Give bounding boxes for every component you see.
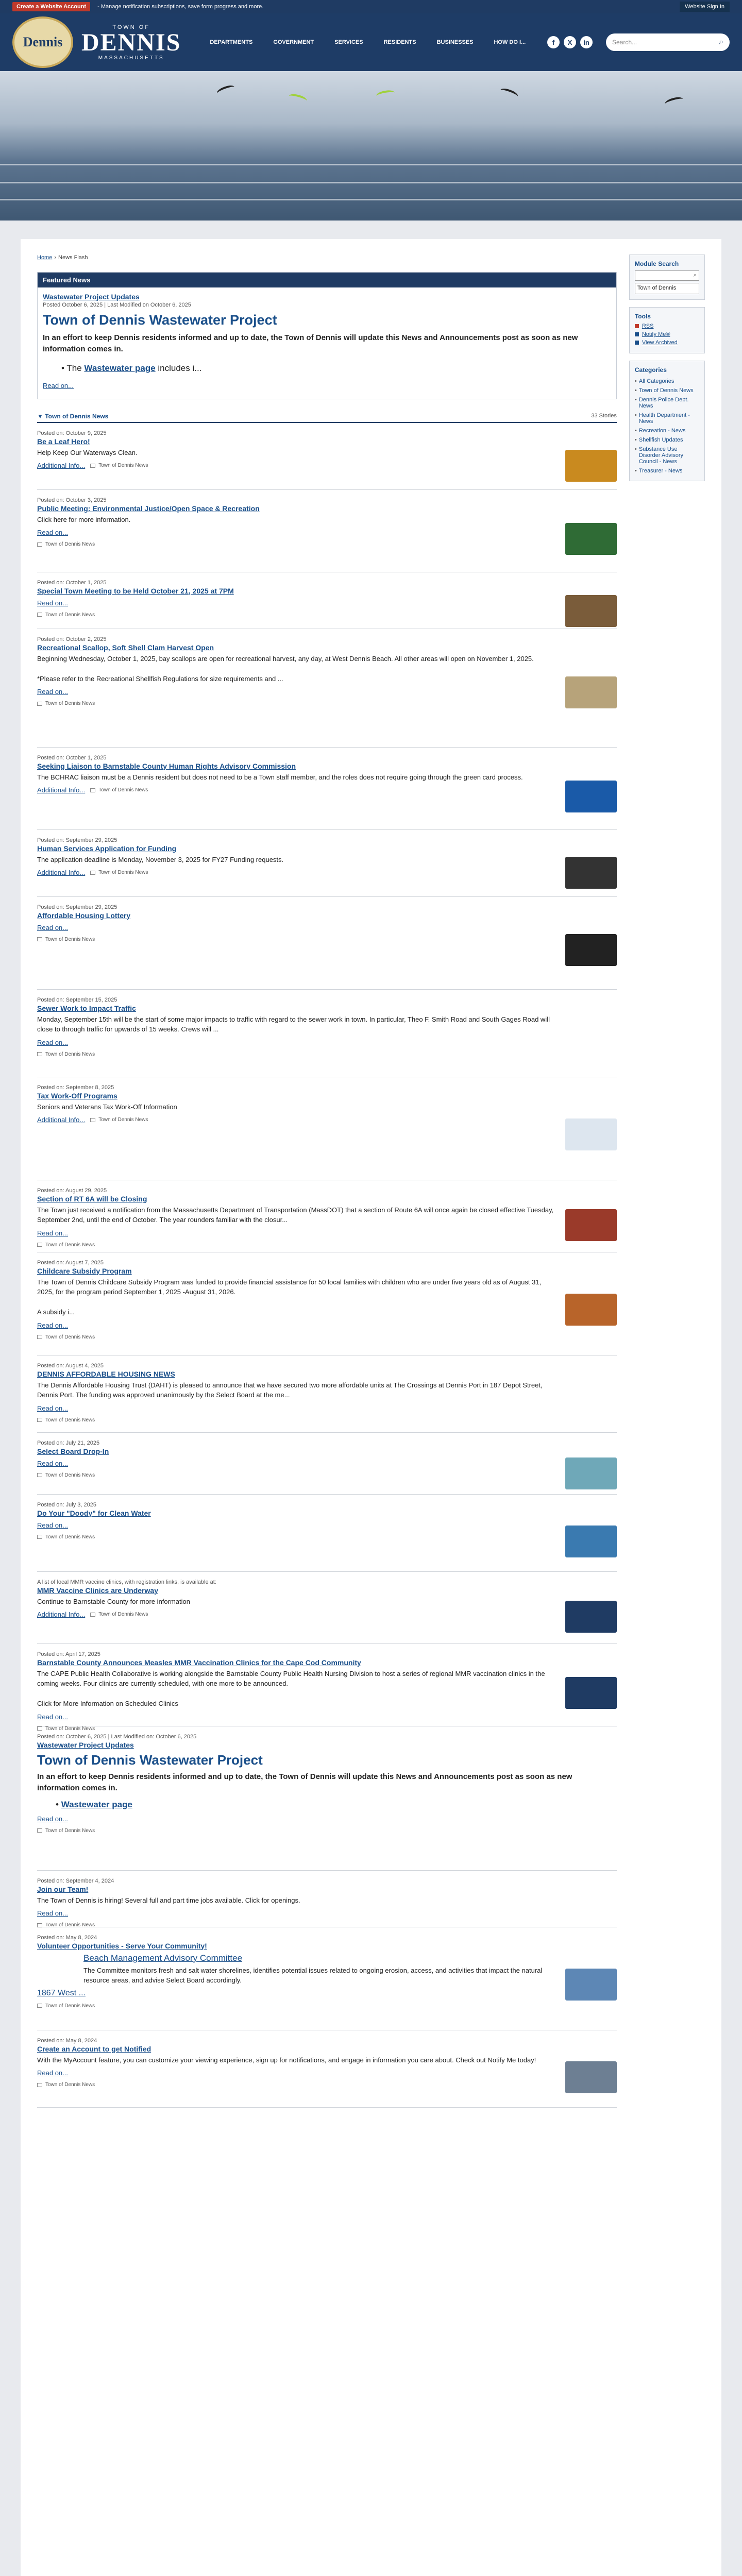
news-link-row	[37, 1611, 617, 1618]
category-icon	[37, 613, 42, 617]
category-icon	[37, 1052, 42, 1056]
news-list	[37, 423, 617, 2108]
read-on-link[interactable]: Read on...	[37, 1909, 68, 1917]
read-on-link[interactable]: Read on...	[37, 529, 68, 536]
tools-title: Tools	[634, 313, 651, 320]
news-link-row	[37, 869, 617, 876]
news-title[interactable]: Select Board Drop-In	[37, 1447, 109, 1455]
category-tag-text: Town of Dennis News	[98, 1612, 148, 1617]
category-tag-text: Town of Dennis News	[98, 463, 148, 468]
news-category-tag	[37, 1828, 617, 1834]
nav-residents[interactable]: RESIDENTS	[383, 39, 416, 45]
sign-in-button[interactable]: Website Sign In	[680, 2, 730, 12]
wordmark[interactable]	[81, 24, 181, 61]
featured-title[interactable]: Wastewater Project Updates	[43, 293, 140, 301]
hero-image	[0, 71, 742, 221]
news-title[interactable]: MMR Vaccine Clinics are Underway	[37, 1586, 158, 1595]
news-thumbnail[interactable]	[565, 1601, 617, 1633]
category-link[interactable]: • Town of Dennis News	[635, 386, 699, 395]
news-thumbnail[interactable]	[565, 523, 617, 555]
news-date: Posted on: October 1, 2025	[37, 579, 107, 586]
news-item	[37, 1433, 617, 1495]
category-icon	[37, 1535, 42, 1539]
news-link-row	[37, 1116, 617, 1124]
news-link-row	[37, 786, 617, 794]
main-nav	[210, 39, 526, 45]
news-body: The CAPE Public Health Collaborative is working alongside the Barnstable County Public Health Nursing Division to host a series of regional MMR vaccination clinics in the coming weeks. Four clinics are currently scheduled, with one more to be announced. Click for More Information on Scheduled Clinics	[37, 1669, 545, 1707]
news-item	[37, 2030, 617, 2108]
news-body: The BCHRAC liaison must be a Dennis resident but does not need to be a Town staff member, and the roles does not require going through the green card process.	[37, 773, 523, 781]
news-date: Posted on: August 29, 2025	[37, 1187, 107, 1194]
category-link[interactable]: • Treasurer - News	[635, 466, 699, 476]
news-category-tag	[37, 541, 617, 547]
news-category-tag	[37, 1417, 617, 1423]
kite-shape	[288, 93, 308, 105]
news-thumbnail[interactable]	[565, 857, 617, 889]
news-title[interactable]: Sewer Work to Impact Traffic	[37, 1004, 136, 1012]
site-search[interactable]	[606, 33, 730, 51]
news-thumbnail[interactable]	[565, 2061, 617, 2093]
nav-departments[interactable]: DEPARTMENTS	[210, 39, 253, 45]
search-icon[interactable]: ⌕	[693, 272, 697, 278]
news-category-tag	[37, 937, 617, 942]
news-content	[37, 255, 617, 2576]
search-input[interactable]: Search...	[612, 39, 637, 46]
news-category-tag	[37, 1334, 617, 1340]
facebook-icon[interactable]: f	[547, 36, 560, 48]
category-link[interactable]: • Recreation - News	[635, 426, 699, 435]
news-item	[37, 1572, 617, 1644]
featured-lead: In an effort to keep Dennis residents informed and up to date, the Town of Dennis will update this News and Announcements post as soon as new information comes in.	[43, 333, 578, 353]
news-item	[37, 1871, 617, 1927]
wastewater-page-link[interactable]: Wastewater page	[61, 1799, 132, 1809]
featured-header: Featured News	[38, 273, 616, 287]
tool-label: View Archived	[642, 340, 678, 346]
news-body: Continue to Barnstable County for more information	[37, 1597, 190, 1605]
story-count: 33 Stories	[591, 412, 617, 419]
tool-rss[interactable]	[635, 323, 699, 329]
news-item	[37, 1495, 617, 1572]
category-tag-text: Town of Dennis News	[45, 1472, 95, 1478]
category-name-text: Town of Dennis News	[45, 412, 109, 420]
category-list	[635, 377, 699, 476]
news-item	[37, 490, 617, 572]
category-icon	[37, 1923, 42, 1927]
sidebar	[629, 255, 705, 2576]
news-date: Posted on: October 3, 2025	[37, 497, 107, 503]
kite-shape	[664, 96, 684, 108]
news-category-tag	[37, 2082, 617, 2088]
news-title[interactable]: Tax Work-Off Programs	[37, 1091, 117, 1100]
category-tag-text: Town of Dennis News	[45, 2003, 95, 2009]
featured-meta: Posted October 6, 2025 | Last Modified on October 6, 2025	[43, 302, 191, 308]
news-thumbnail[interactable]	[565, 1526, 617, 1557]
news-item	[37, 990, 617, 1077]
kite-shape	[216, 83, 236, 96]
news-category-tag	[37, 2003, 617, 2009]
news-extra-link[interactable]: 1867 West ...	[37, 1988, 86, 1997]
categories-box	[629, 361, 705, 481]
category-link[interactable]: • Health Department - News	[635, 411, 699, 426]
category-tag-text: Town of Dennis News	[45, 612, 95, 618]
category-tag-text: Town of Dennis News	[45, 1334, 95, 1340]
news-body: Monday, September 15th will be the start of some major impacts to traffic with regard to the sewer work in town. In particular, Theo F. Smith Road and South Gages Road will close to through traffic for upwards of 15 weeks. Crews will ...	[37, 1015, 550, 1033]
additional-info-link[interactable]: Additional Info...	[37, 1611, 86, 1618]
category-tag-text: Town of Dennis News	[45, 1417, 95, 1423]
news-item	[37, 897, 617, 990]
wave-line	[0, 182, 742, 183]
read-on-link[interactable]: Read on...	[37, 1321, 68, 1329]
news-date: Posted on: July 3, 2025	[37, 1501, 96, 1508]
news-category-tag	[37, 612, 617, 618]
news-date: Posted on: October 2, 2025	[37, 636, 107, 642]
tool-label: Notify Me®	[642, 331, 670, 337]
news-title[interactable]: Recreational Scallop, Soft Shell Clam Harvest Open	[37, 643, 214, 652]
news-thumbnail[interactable]	[565, 781, 617, 812]
news-item	[37, 1252, 617, 1355]
category-tag-text: Town of Dennis News	[45, 936, 95, 942]
category-tag-text: Town of Dennis News	[98, 870, 148, 875]
read-on-link[interactable]: Read on...	[37, 1815, 68, 1823]
news-item	[37, 1180, 617, 1252]
site-header	[0, 13, 742, 71]
news-title[interactable]: Section of RT 6A will be Closing	[37, 1194, 147, 1203]
news-body: The Committee monitors fresh and salt water shorelines, identifies potential issues related to ongoing erosion, access, and activities that impact the natural resource areas, and advise Select Board accordingly.	[83, 1966, 543, 1984]
tools-box	[629, 307, 705, 353]
category-tag-text: Town of Dennis News	[98, 787, 148, 793]
category-tag-text: Town of Dennis News	[45, 1051, 95, 1057]
news-date: Posted on: September 8, 2025	[37, 1084, 114, 1091]
archive-icon	[635, 341, 639, 345]
news-category-tag	[90, 870, 148, 875]
category-header	[37, 411, 617, 423]
read-on-link[interactable]: Read on...	[37, 1038, 68, 1046]
categories-title: Categories	[634, 366, 667, 374]
category-name[interactable]: ▼ Town of Dennis News	[37, 412, 109, 420]
category-icon	[37, 937, 42, 941]
news-date: Posted on: August 4, 2025	[37, 1362, 104, 1369]
news-title[interactable]: Wastewater Project Updates	[37, 1740, 134, 1749]
news-date: Posted on: July 21, 2025	[37, 1439, 100, 1446]
news-body: The Town of Dennis is hiring! Several full and part time jobs available. Click for openings.	[37, 1896, 300, 1904]
wordmark-name: DENNIS	[81, 28, 181, 56]
read-on-link[interactable]: Read on...	[37, 1521, 68, 1529]
featured-big-title: Town of Dennis Wastewater Project	[43, 312, 277, 328]
news-thumbnail[interactable]	[565, 934, 617, 966]
news-item	[37, 1355, 617, 1433]
news-category-tag	[37, 701, 617, 706]
module-search-select[interactable]: Town of Dennis	[635, 283, 699, 294]
news-date: A list of local MMR vaccine clinics, with registration links, is available at:	[37, 1579, 216, 1585]
x-icon[interactable]: X	[564, 36, 576, 48]
news-date: Posted on: May 8, 2024	[37, 2037, 97, 2044]
news-thumbnail[interactable]	[565, 1458, 617, 1489]
news-body: Click here for more information.	[37, 515, 131, 523]
news-category-tag	[37, 1052, 617, 1057]
news-date: Posted on: October 1, 2025	[37, 754, 107, 761]
news-body: Seniors and Veterans Tax Work-Off Information	[37, 1103, 177, 1111]
news-title[interactable]: Affordable Housing Lottery	[37, 911, 131, 920]
news-body: With the MyAccount feature, you can customize your viewing experience, sign up for notifications, and engage in information you care about. Check out Notify Me today!	[37, 2056, 536, 2064]
featured-news	[37, 272, 617, 399]
news-date: Posted on: September 29, 2025	[37, 837, 117, 843]
wave-line	[0, 164, 742, 165]
news-title[interactable]: Seeking Liaison to Barnstable County Human Rights Advisory Commission	[37, 761, 296, 770]
kite-shape	[376, 89, 395, 99]
news-date: Posted on: September 4, 2024	[37, 1877, 114, 1884]
news-title[interactable]: Childcare Subsidy Program	[37, 1266, 132, 1275]
category-icon	[37, 543, 42, 547]
logo-text: Dennis	[23, 35, 63, 49]
category-link[interactable]: • Shellfish Updates	[635, 435, 699, 445]
breadcrumb-home[interactable]: Home	[37, 255, 53, 261]
wordmark-town-of: TOWN OF	[112, 24, 150, 30]
category-link[interactable]: • Substance Use Disorder Advisory Council - News	[635, 445, 699, 466]
news-title[interactable]: Human Services Application for Funding	[37, 844, 177, 853]
additional-info-link[interactable]: Additional Info...	[37, 1116, 86, 1124]
featured-bullet-pre: The	[66, 363, 82, 373]
news-title[interactable]: Barnstable County Announces Measles MMR Vaccination Clinics for the Cape Cod Community	[37, 1658, 361, 1667]
news-link-row	[37, 462, 617, 469]
news-category-tag	[90, 463, 148, 468]
news-category-tag	[37, 1242, 617, 1248]
news-bullet: • Wastewater page	[56, 1799, 132, 1809]
category-tag-text: Town of Dennis News	[45, 701, 95, 706]
additional-info-link[interactable]: Additional Info...	[37, 462, 86, 469]
category-icon	[37, 1418, 42, 1422]
main-content	[21, 239, 721, 2576]
featured-bullet-post: includes i...	[158, 363, 202, 373]
module-search-title: Module Search	[634, 260, 679, 267]
category-tag-text: Town of Dennis News	[45, 1922, 95, 1928]
news-title[interactable]: Volunteer Opportunities - Serve Your Community!	[37, 1941, 207, 1950]
news-date: Posted on: October 6, 2025 | Last Modified on: October 6, 2025	[37, 1733, 197, 1740]
town-logo[interactable]	[12, 16, 73, 68]
news-thumbnail[interactable]	[565, 1209, 617, 1241]
tool-archived[interactable]	[635, 340, 699, 346]
news-date: Posted on: October 9, 2025	[37, 430, 107, 436]
read-on-link[interactable]: Read on...	[37, 1229, 68, 1237]
news-date: Posted on: August 7, 2025	[37, 1259, 104, 1266]
category-tag-text: Town of Dennis News	[45, 1827, 95, 1834]
category-tag-text: Town of Dennis News	[45, 1725, 95, 1732]
rss-icon	[635, 324, 639, 328]
news-title[interactable]: Special Town Meeting to be Held October 21, 2025 at 7PM	[37, 586, 234, 595]
wave-line	[0, 199, 742, 200]
news-body: Help Keep Our Waterways Clean.	[37, 448, 138, 456]
news-body: The Dennis Affordable Housing Trust (DAHT) is pleased to announce that we have secured two more affordable units at The Crossings at Dennis Port in 187 Depot Street, Dennis Port. The funding was approved unanimously by the Select Board at the me...	[37, 1381, 543, 1399]
news-body: The Town just received a notification from the Massachusetts Department of Transportation (MassDOT) that a section of Route 6A will once again be closed effective Tuesday, September 2nd, until the end of October. The year rounders familiar with the closur...	[37, 1206, 554, 1224]
news-body: The application deadline is Monday, November 3, 2025 for FY27 Funding requests.	[37, 855, 284, 863]
header-social	[547, 36, 593, 48]
category-tag-text: Town of Dennis News	[45, 1242, 95, 1248]
news-title[interactable]: Do Your "Doody" for Clean Water	[37, 1509, 151, 1517]
news-item	[37, 572, 617, 629]
news-item	[37, 1077, 617, 1180]
category-tag-text: Town of Dennis News	[45, 541, 95, 547]
category-link[interactable]: • Dennis Police Dept. News	[635, 395, 699, 411]
module-search-input[interactable]	[635, 270, 699, 281]
news-item	[37, 1644, 617, 1732]
news-body: Beginning Wednesday, October 1, 2025, bay scallops are open for recreational harvest, any day, at West Dennis Beach. All other areas will open on November 1, 2025. *Please refer to the Recreational Shellfish Regulations for size requirements and ...	[37, 654, 534, 683]
news-big-title: Town of Dennis Wastewater Project	[37, 1752, 263, 1768]
category-tag-text: Town of Dennis News	[45, 1534, 95, 1540]
kite-shape	[499, 87, 519, 99]
category-icon	[90, 871, 95, 875]
linkedin-icon[interactable]: in	[580, 36, 593, 48]
news-thumbnail[interactable]	[565, 1969, 617, 2001]
news-title[interactable]: Join our Team!	[37, 1885, 89, 1893]
news-category-tag	[37, 1534, 617, 1540]
category-icon	[37, 2083, 42, 2087]
news-title[interactable]: Be a Leaf Hero!	[37, 437, 90, 446]
category-icon	[90, 1613, 95, 1617]
news-title[interactable]: Public Meeting: Environmental Justice/Open Space & Recreation	[37, 504, 260, 513]
category-tag-text: Town of Dennis News	[98, 1117, 148, 1123]
tool-notify[interactable]	[635, 331, 699, 337]
news-thumbnail[interactable]	[565, 450, 617, 482]
news-title[interactable]: DENNIS AFFORDABLE HOUSING NEWS	[37, 1369, 175, 1378]
read-on-link[interactable]: Read on...	[37, 923, 68, 931]
news-thumbnail[interactable]	[565, 1677, 617, 1709]
news-item	[37, 748, 617, 830]
news-thumbnail[interactable]	[565, 595, 617, 627]
news-category-tag	[90, 1117, 148, 1123]
news-date: Posted on: April 17, 2025	[37, 1651, 100, 1657]
news-item	[37, 629, 617, 748]
news-category-tag	[90, 1612, 148, 1617]
nav-how-do-i[interactable]: HOW DO I...	[494, 39, 526, 45]
read-on-link[interactable]: Read on...	[37, 1459, 68, 1467]
news-category-tag	[37, 1472, 617, 1478]
search-icon[interactable]: ⌕	[719, 38, 723, 46]
category-icon	[37, 702, 42, 706]
category-icon	[90, 1118, 95, 1122]
category-icon	[90, 788, 95, 792]
news-item	[37, 1726, 617, 1871]
news-body: In an effort to keep Dennis residents informed and up to date, the Town of Dennis will update this News and Announcements post as soon as new information comes in.	[37, 1772, 572, 1792]
read-on-link[interactable]: Read on...	[37, 688, 68, 696]
news-thumbnail[interactable]	[565, 676, 617, 708]
breadcrumb: Home › News Flash	[37, 255, 88, 261]
category-icon	[37, 2004, 42, 2008]
category-tag-text: Town of Dennis News	[45, 2082, 95, 2088]
tool-label: RSS	[642, 323, 654, 329]
topbar-text: - Manage notification subscriptions, save form progress and more.	[97, 4, 264, 10]
nav-businesses[interactable]: BUSINESSES	[436, 39, 474, 45]
top-bar	[0, 0, 742, 13]
news-thumbnail[interactable]	[565, 1118, 617, 1150]
read-on-link[interactable]: Read on...	[37, 1713, 68, 1721]
nav-services[interactable]: SERVICES	[334, 39, 363, 45]
read-on-link[interactable]: Read on...	[37, 599, 68, 607]
category-icon	[90, 464, 95, 468]
news-title[interactable]: Create an Account to get Notified	[37, 2044, 151, 2053]
news-date: Posted on: September 29, 2025	[37, 904, 117, 910]
news-subtitle[interactable]: Beach Management Advisory Committee	[83, 1953, 243, 1963]
additional-info-link[interactable]: Additional Info...	[37, 869, 86, 876]
category-icon	[37, 1243, 42, 1247]
news-thumbnail[interactable]	[565, 1294, 617, 1326]
wordmark-state: MASSACHUSETTS	[98, 55, 164, 61]
news-item	[37, 1927, 617, 2030]
read-on-link[interactable]: Read on...	[37, 1404, 68, 1412]
news-date: Posted on: May 8, 2024	[37, 1934, 97, 1941]
news-item	[37, 423, 617, 490]
read-on-link[interactable]: Read on...	[37, 2069, 68, 2077]
featured-read-on[interactable]: Read on...	[43, 381, 74, 389]
create-account-button[interactable]: Create a Website Account	[12, 2, 90, 11]
news-date: Posted on: September 15, 2025	[37, 996, 117, 1003]
nav-government[interactable]: GOVERNMENT	[273, 39, 314, 45]
breadcrumb-current: News Flash	[58, 255, 88, 261]
news-body: The Town of Dennis Childcare Subsidy Program was funded to provide financial assistance for 50 local families with children who are under five years old as of August 31, 2025, for the program period September 1, 2025 -August 31, 2026. A subsidy i...	[37, 1278, 542, 1316]
category-icon	[37, 1828, 42, 1833]
news-item	[37, 830, 617, 897]
featured-bullet: • The Wastewater page includes i...	[61, 363, 202, 373]
category-icon	[37, 1335, 42, 1339]
envelope-icon	[635, 332, 639, 336]
additional-info-link[interactable]: Additional Info...	[37, 786, 86, 794]
news-category-tag	[90, 787, 148, 793]
category-link[interactable]: • All Categories	[635, 377, 699, 386]
module-search	[629, 255, 705, 300]
wastewater-page-link[interactable]: Wastewater page	[84, 363, 156, 373]
category-icon	[37, 1473, 42, 1477]
